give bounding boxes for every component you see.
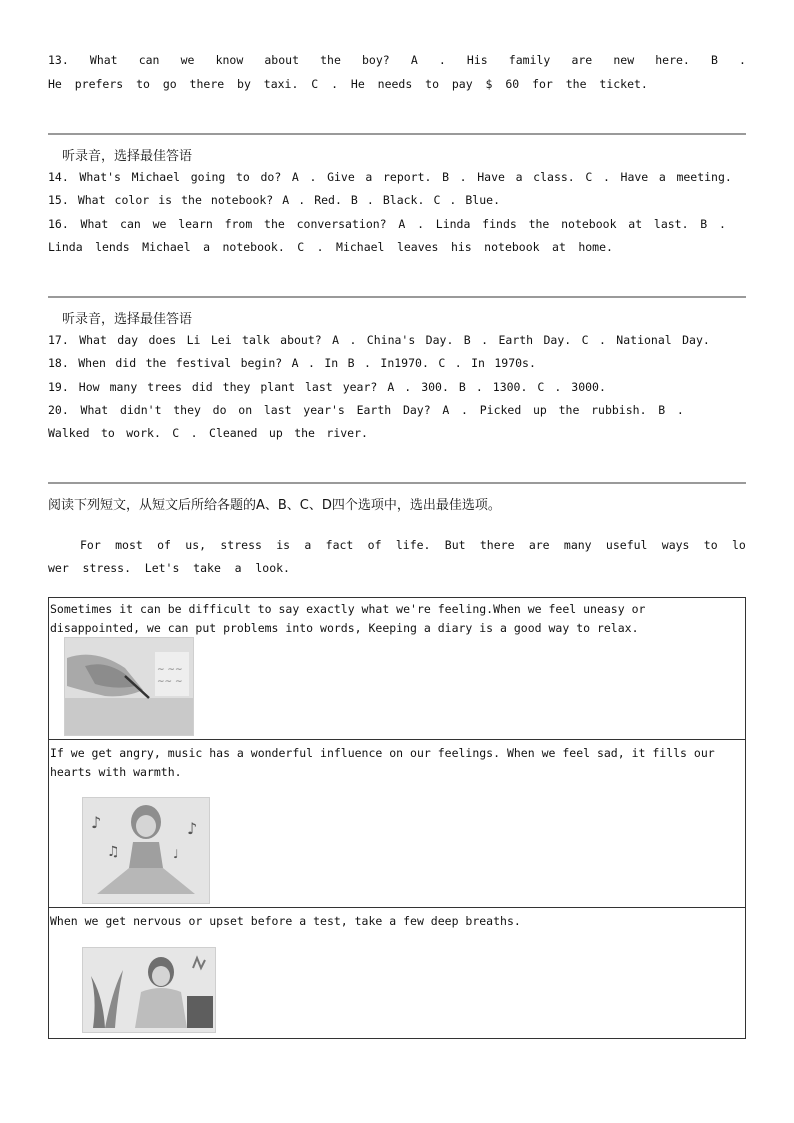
word: . bbox=[298, 193, 306, 207]
word: many bbox=[563, 538, 592, 552]
word: a bbox=[234, 561, 242, 575]
word: Li bbox=[186, 333, 201, 347]
word: 14. bbox=[48, 170, 69, 184]
word: most bbox=[115, 538, 143, 552]
word: for bbox=[532, 77, 553, 91]
word: finds bbox=[482, 217, 517, 231]
word: 3000. bbox=[571, 380, 606, 394]
word: 16. bbox=[48, 217, 69, 231]
word: In bbox=[471, 356, 485, 370]
word: 1970s. bbox=[494, 356, 536, 370]
word: . bbox=[364, 356, 371, 370]
word: A bbox=[387, 380, 395, 394]
word: from bbox=[224, 217, 253, 231]
word: going bbox=[190, 170, 226, 184]
word: . bbox=[602, 170, 610, 184]
word: . bbox=[461, 403, 468, 417]
word: leaves bbox=[396, 240, 439, 254]
word: up bbox=[533, 403, 547, 417]
word: lends bbox=[95, 240, 130, 254]
word: 13. bbox=[48, 53, 69, 67]
word: B bbox=[347, 356, 355, 370]
word: B bbox=[710, 53, 718, 67]
word: the bbox=[320, 53, 341, 67]
word: his bbox=[450, 240, 472, 254]
word: a bbox=[658, 170, 666, 184]
word: For bbox=[80, 538, 101, 552]
word: last bbox=[305, 380, 333, 394]
word: the bbox=[565, 77, 587, 91]
word: home. bbox=[578, 240, 613, 254]
section-heading-listening-1: 听录音，选择最佳答语 bbox=[62, 149, 193, 164]
word: there bbox=[479, 538, 515, 552]
word: they bbox=[222, 380, 251, 394]
word: Day. bbox=[543, 333, 572, 347]
word: up bbox=[268, 426, 283, 440]
word: 1300. bbox=[492, 380, 528, 394]
word: C bbox=[297, 240, 305, 254]
word: B bbox=[700, 217, 708, 231]
word: fact bbox=[325, 538, 354, 552]
word: they bbox=[173, 403, 201, 417]
word: Have bbox=[620, 170, 649, 184]
word: river. bbox=[326, 426, 368, 440]
word: the bbox=[181, 193, 202, 207]
word: at bbox=[552, 240, 566, 254]
writing-diary-picture bbox=[64, 637, 194, 736]
word: What bbox=[80, 217, 109, 231]
word: taxi. bbox=[263, 77, 299, 91]
word: National bbox=[616, 333, 672, 347]
word: many bbox=[109, 380, 138, 394]
word: Black. bbox=[382, 193, 425, 207]
word: take bbox=[193, 561, 221, 575]
word: 20. bbox=[48, 403, 69, 417]
word: In bbox=[324, 356, 339, 370]
word: . bbox=[366, 193, 374, 207]
word: prefers bbox=[74, 77, 124, 91]
word: color bbox=[114, 193, 150, 207]
word: . bbox=[475, 380, 483, 394]
word: learn bbox=[178, 217, 213, 231]
word: to bbox=[100, 426, 115, 440]
word: Michael bbox=[131, 170, 181, 184]
word: . bbox=[307, 356, 315, 370]
word: Blue. bbox=[465, 193, 500, 207]
word: . bbox=[449, 193, 457, 207]
section-divider bbox=[48, 482, 746, 484]
word: Let's bbox=[144, 561, 180, 575]
svg-text:♫: ♫ bbox=[107, 844, 120, 860]
word: . bbox=[554, 380, 562, 394]
word: . bbox=[417, 217, 425, 231]
table-row-2-text: If we get angry, music has a wonderful influence on our feelings. When we feel sad, it fills our hearts with warmth. bbox=[50, 746, 715, 779]
word: Linda bbox=[435, 217, 471, 231]
svg-text:♪: ♪ bbox=[187, 819, 198, 838]
word: can bbox=[120, 217, 141, 231]
word: plant bbox=[260, 380, 295, 394]
word: . bbox=[598, 333, 606, 347]
word: on bbox=[238, 403, 253, 417]
word: last. bbox=[653, 217, 689, 231]
word: . bbox=[481, 333, 489, 347]
word: ticket. bbox=[599, 77, 648, 91]
question-15 bbox=[48, 193, 500, 207]
word: do? bbox=[260, 170, 282, 184]
word: . bbox=[349, 333, 357, 347]
word: B bbox=[442, 170, 450, 184]
word: are bbox=[571, 53, 593, 67]
word: China's bbox=[366, 333, 416, 347]
section-heading-listening-2: 听录音，选择最佳答语 bbox=[62, 312, 193, 327]
word: go bbox=[162, 77, 177, 91]
word: notebook bbox=[484, 240, 540, 254]
word: report. bbox=[382, 170, 432, 184]
word: . bbox=[676, 403, 684, 417]
word: Earth bbox=[498, 333, 534, 347]
word: lo bbox=[731, 538, 746, 552]
word: Red. bbox=[314, 193, 342, 207]
word: year? bbox=[342, 380, 378, 394]
word: Day. bbox=[682, 333, 710, 347]
word: we bbox=[152, 217, 167, 231]
question-18 bbox=[48, 356, 536, 370]
table-row-3-text: When we get nervous or upset before a test, take a few deep breaths. bbox=[50, 914, 521, 928]
word: He bbox=[350, 77, 365, 91]
word: Have bbox=[477, 170, 505, 184]
word: Earth bbox=[356, 403, 392, 417]
word: at bbox=[628, 217, 643, 231]
word: about bbox=[264, 53, 299, 67]
word: to bbox=[425, 77, 439, 91]
word: begin? bbox=[240, 356, 283, 370]
word: 60 bbox=[505, 77, 520, 91]
word: Walked bbox=[48, 426, 90, 440]
word: ways bbox=[661, 538, 690, 552]
word: is bbox=[276, 538, 291, 552]
word: He bbox=[48, 77, 62, 91]
word: are bbox=[528, 538, 550, 552]
word: C bbox=[433, 193, 441, 207]
question-16-line-2 bbox=[48, 240, 613, 254]
word: wer bbox=[48, 561, 69, 575]
section-divider bbox=[48, 133, 746, 135]
question-16-line-1 bbox=[48, 217, 726, 231]
word: didn't bbox=[119, 403, 162, 417]
word: trees bbox=[147, 380, 182, 394]
word: of bbox=[367, 538, 382, 552]
word: notebook. bbox=[222, 240, 285, 254]
word: the bbox=[528, 217, 550, 231]
word: meeting. bbox=[676, 170, 732, 184]
word: . bbox=[404, 380, 412, 394]
word: festival bbox=[175, 356, 232, 370]
word: . bbox=[454, 356, 462, 370]
question-14 bbox=[48, 170, 732, 184]
word: here. bbox=[655, 53, 690, 67]
word: But bbox=[444, 538, 466, 552]
word: . bbox=[739, 53, 746, 67]
question-13-line-2 bbox=[48, 77, 648, 91]
question-20-line-2 bbox=[48, 426, 368, 440]
word: Linda bbox=[48, 240, 83, 254]
word: What bbox=[77, 193, 106, 207]
word: . bbox=[459, 170, 467, 184]
word: does bbox=[148, 333, 177, 347]
word: there bbox=[189, 77, 225, 91]
table-row-divider bbox=[48, 907, 746, 908]
word: did bbox=[115, 356, 137, 370]
word: What bbox=[79, 333, 107, 347]
word: A bbox=[332, 333, 340, 347]
word: C bbox=[537, 380, 545, 394]
word: C bbox=[438, 356, 446, 370]
word: A bbox=[398, 217, 406, 231]
word: look. bbox=[255, 561, 290, 575]
word: When bbox=[78, 356, 106, 370]
word: did bbox=[191, 380, 213, 394]
word: us, bbox=[185, 538, 207, 552]
word: Cleaned bbox=[209, 426, 258, 440]
reading-intro-line-2 bbox=[48, 561, 290, 575]
word: notebook bbox=[561, 217, 617, 231]
word: family bbox=[508, 53, 551, 67]
word: notebook? bbox=[210, 193, 274, 207]
question-17 bbox=[48, 333, 710, 347]
word: 17. bbox=[48, 333, 69, 347]
word: . bbox=[331, 77, 339, 91]
word: year's bbox=[303, 403, 345, 417]
word: talk bbox=[242, 333, 270, 347]
word: . bbox=[309, 170, 317, 184]
question-13-line-1 bbox=[48, 53, 746, 67]
word: C bbox=[172, 426, 180, 440]
svg-text:♩: ♩ bbox=[173, 847, 179, 861]
svg-text:~ ~~: ~ ~~ bbox=[157, 665, 183, 675]
word: the bbox=[558, 403, 580, 417]
word: of bbox=[157, 538, 171, 552]
word: can bbox=[138, 53, 160, 67]
question-19 bbox=[48, 380, 606, 394]
word: Michael bbox=[142, 240, 191, 254]
word: by bbox=[237, 77, 251, 91]
word: 19. bbox=[48, 380, 69, 394]
reading-instruction: 阅读下列短文，从短文后所给各题的A、B、C、D四个选项中，选出最佳选项。 bbox=[48, 498, 501, 513]
word: C bbox=[585, 170, 593, 184]
word: about? bbox=[280, 333, 322, 347]
word: A bbox=[291, 356, 299, 370]
word: A bbox=[442, 403, 450, 417]
word: a bbox=[515, 170, 523, 184]
word: A bbox=[291, 170, 299, 184]
word: last bbox=[263, 403, 292, 417]
table-row-1-text: Sometimes it can be difficult to say exactly what we're feeling.When we feel uneasy or disappointed, we can put problems into words, Keeping a diary is a good way to relax. bbox=[50, 602, 646, 635]
word: What's bbox=[79, 170, 121, 184]
question-20-line-1 bbox=[48, 403, 684, 417]
word: we bbox=[180, 53, 195, 67]
word: new bbox=[613, 53, 635, 67]
word: Day. bbox=[425, 333, 454, 347]
word: day bbox=[117, 333, 139, 347]
word: to bbox=[136, 77, 150, 91]
word: the bbox=[145, 356, 167, 370]
reading-intro-line-1 bbox=[80, 538, 746, 552]
word: a bbox=[365, 170, 373, 184]
svg-text:♪: ♪ bbox=[91, 813, 102, 832]
word: Picked bbox=[479, 403, 522, 417]
word: What bbox=[89, 53, 118, 67]
word: . bbox=[316, 240, 324, 254]
word: stress. bbox=[82, 561, 132, 575]
word: the bbox=[264, 217, 285, 231]
word: boy? bbox=[362, 53, 390, 67]
word: In1970. bbox=[380, 356, 429, 370]
word: stress bbox=[220, 538, 262, 552]
word: His bbox=[466, 53, 488, 67]
word: . bbox=[438, 53, 446, 67]
word: useful bbox=[605, 538, 648, 552]
word: is bbox=[158, 193, 173, 207]
word: a bbox=[203, 240, 211, 254]
word: conversation? bbox=[296, 217, 387, 231]
word: pay bbox=[451, 77, 473, 91]
word: a bbox=[304, 538, 312, 552]
word: A bbox=[410, 53, 418, 67]
word: How bbox=[78, 380, 100, 394]
word: needs bbox=[377, 77, 413, 91]
word: 300. bbox=[421, 380, 449, 394]
word: Michael bbox=[336, 240, 385, 254]
word: B bbox=[350, 193, 358, 207]
word: Day? bbox=[402, 403, 431, 417]
word: . bbox=[718, 217, 726, 231]
word: work. bbox=[126, 426, 161, 440]
word: . bbox=[190, 426, 198, 440]
word: B bbox=[458, 380, 466, 394]
word: to bbox=[235, 170, 250, 184]
girl-with-music-notes-picture bbox=[82, 797, 210, 904]
word: A bbox=[282, 193, 290, 207]
svg-text:~~ ~: ~~ ~ bbox=[157, 677, 183, 687]
word: 15. bbox=[48, 193, 69, 207]
word: B bbox=[658, 403, 666, 417]
word: 18. bbox=[48, 356, 69, 370]
word: life. bbox=[395, 538, 431, 552]
word: C bbox=[581, 333, 589, 347]
table-row-divider bbox=[48, 739, 746, 740]
word: What bbox=[80, 403, 109, 417]
girl-deep-breath-picture bbox=[82, 947, 216, 1033]
word: rubbish. bbox=[591, 403, 647, 417]
word: C bbox=[311, 77, 319, 91]
word: Give bbox=[327, 170, 355, 184]
word: B bbox=[463, 333, 471, 347]
word: $ bbox=[485, 77, 493, 91]
word: class. bbox=[533, 170, 575, 184]
word: do bbox=[212, 403, 227, 417]
word: the bbox=[294, 426, 315, 440]
word: Lei bbox=[210, 333, 232, 347]
word: know bbox=[215, 53, 244, 67]
section-divider bbox=[48, 296, 746, 298]
word: to bbox=[703, 538, 718, 552]
